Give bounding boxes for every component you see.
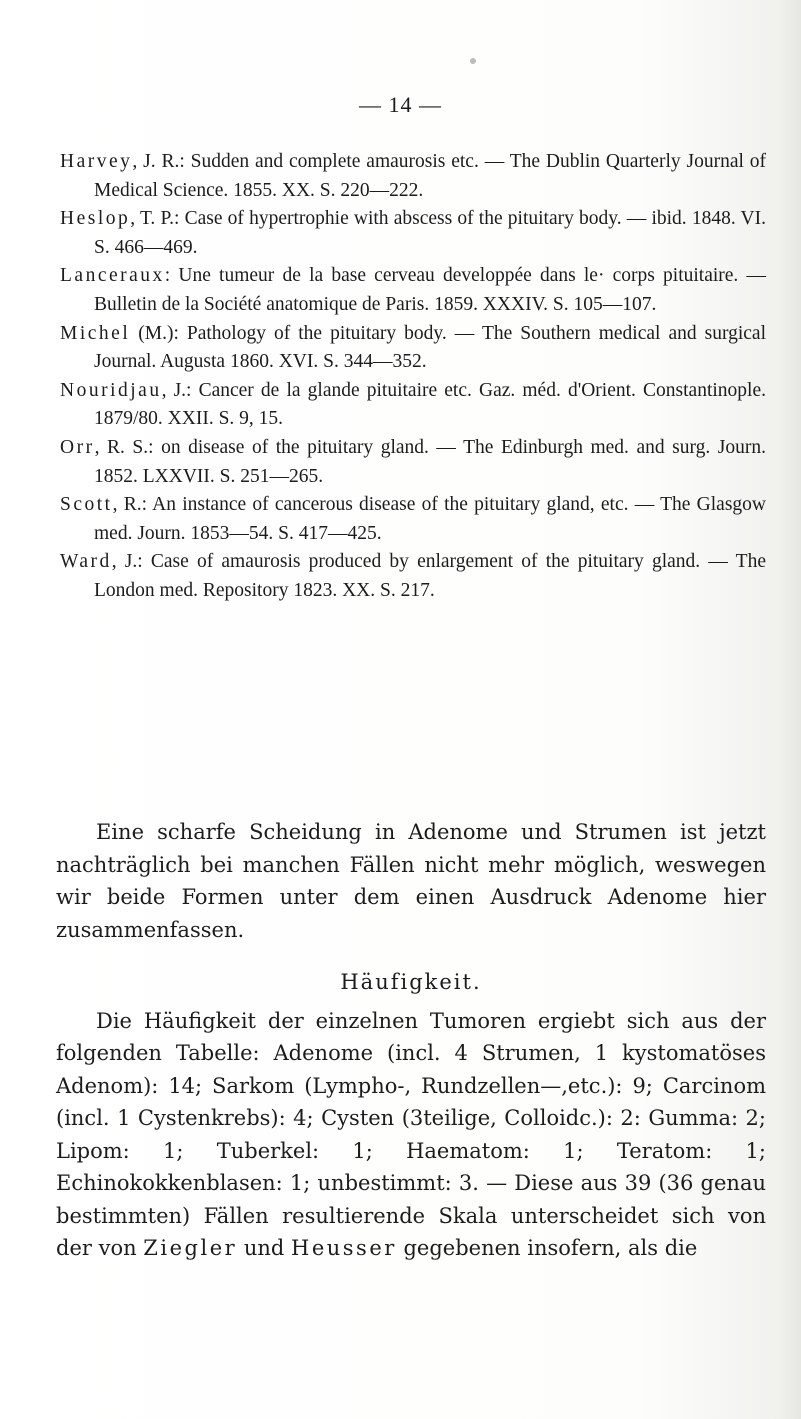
- reference-author: Orr: [60, 436, 95, 458]
- reference-author: Michel: [60, 322, 131, 344]
- bibliography-list: [60, 148, 766, 606]
- author-name: Heusser: [291, 1236, 397, 1260]
- reference-entry: [60, 262, 766, 319]
- section-heading: Häufigkeit.: [340, 970, 482, 994]
- reference-text: , J.: Cancer de la glande pituitaire etc. Gaz. méd. d'Orient. Constantinople. 1879/80. XXII. S. 9, 15.: [94, 379, 766, 430]
- paragraph-adenome: Eine scharfe Scheidung in Adenome und Strumen ist jetzt nachträglich bei manchen Fällen nicht mehr möglich, weswegen wir beide Formen unter dem einen Ausdruck Adenome hier zusammenfassen.: [56, 820, 766, 942]
- reference-entry: [60, 377, 766, 434]
- paragraph-text: gegebenen insofern, als die: [396, 1236, 698, 1260]
- paragraph-haeufigkeit: [56, 1005, 766, 1265]
- paragraph-text: Die Häufigkeit der einzelnen Tumoren ergiebt sich aus der folgenden Tabelle: Adenome (incl. 4 Strumen, 1 kystomatöses Adenom): 14; Sarkom (Lympho-, Rundzellen—,etc.): 9; Carcinom (incl. 1 Cystenkrebs): 4; Cysten (3teilige, Colloidc.): 2: Gumma: 2; Lipom: 1; Tuberkel: 1; Haematom: 1; Teratom: 1; Echinokokkenblasen: 1; unbestimmt: 3. — Diese aus 39 (36 genau bestimmten) Fällen resultierende Skala unterscheidet sich von der von: [56, 1008, 766, 1260]
- reference-text: : Une tumeur de la base cerveau developpée dans le· corps pituitaire. — Bulletin de la Société anatomique de Paris. 1859. XXXIV. S. 105—107.: [94, 265, 766, 315]
- reference-author: Scott: [60, 494, 113, 516]
- reference-entry: [60, 148, 766, 205]
- reference-entry: [60, 434, 766, 491]
- reference-entry: [60, 205, 766, 262]
- reference-text: , J.: Case of amaurosis produced by enlargement of the pituitary gland. — The London med. Repository 1823. XX. S. 217.: [94, 551, 766, 601]
- reference-text: , R.: An instance of cancerous disease of the pituitary gland, etc. — The Glasgow med. Journ. 1853—54. S. 417—425.: [94, 494, 766, 544]
- reference-author: Heslop: [60, 208, 131, 230]
- page-number: — 14 —: [359, 92, 442, 117]
- reference-author: Nouridjau: [60, 379, 162, 401]
- main-text: [56, 816, 766, 1265]
- author-name: Ziegler: [143, 1236, 238, 1260]
- reference-author: Ward: [60, 551, 112, 573]
- reference-author: Lanceraux: [60, 265, 165, 287]
- reference-author: Harvey: [60, 151, 133, 172]
- paragraph-text: und: [237, 1236, 292, 1260]
- reference-entry: [60, 491, 766, 548]
- reference-entry: [60, 548, 766, 605]
- reference-text: , R. S.: on disease of the pituitary gland. — The Edinburgh med. and surg. Journ. 1852. LXXVII. S. 251—265.: [94, 436, 766, 487]
- reference-text: , J. R.: Sudden and complete amaurosis etc. — The Dublin Quarterly Journal of Medical Science. 1855. XX. S. 220—222.: [94, 151, 766, 201]
- reference-text: (M.): Pathology of the pituitary body. — The Southern medical and surgical Journal. Augusta 1860. XVI. S. 344—352.: [94, 322, 766, 373]
- reference-entry: [60, 320, 766, 377]
- reference-text: , T. P.: Case of hypertrophie with abscess of the pituitary body. — ibid. 1848. VI. S. 466—469.: [94, 208, 766, 258]
- ink-spot: [470, 58, 476, 64]
